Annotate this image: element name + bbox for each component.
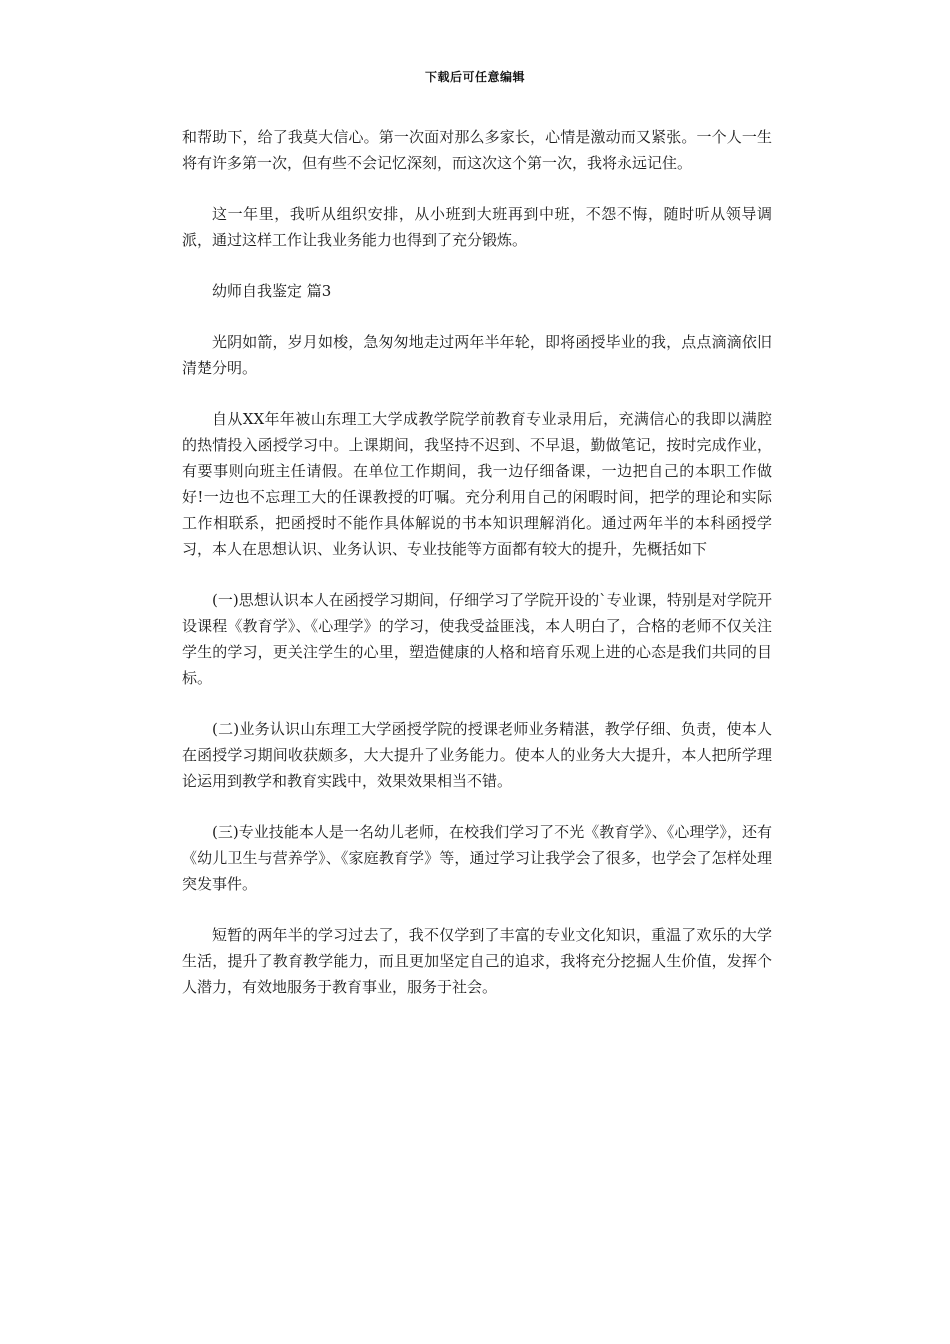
paragraph: (一)思想认识本人在函授学习期间，仔细学习了学院开设的`专业课，特别是对学院开设课程《教育学》、《心理学》的学习，使我受益匪浅，本人明白了，合格的老师不仅关注学生的学习，更关注学生的心里，塑造健康的人格和培育乐观上进的心态是我们共同的目标。 [182,591,772,687]
document-body [182,124,772,1025]
page-header-note: 下载后可任意编辑 [424,70,525,84]
paragraph: (三)专业技能本人是一名幼儿老师，在校我们学习了不光《教育学》、《心理学》，还有《幼儿卫生与营养学》、《家庭教育学》等，通过学习让我学会了很多，也学会了怎样处理突发事件。 [182,823,772,893]
paragraph-continuation: 和帮助下，给了我莫大信心。第一次面对那么多家长，心情是激动而又紧张。一个人一生将有许多第一次，但有些不会记忆深刻，而这次这个第一次，我将永远记住。 [182,128,772,172]
paragraph: 自从XX年年被山东理工大学成教学院学前教育专业录用后，充满信心的我即以满腔的热情投入函授学习中。上课期间，我坚持不迟到、不早退，勤做笔记，按时完成作业，有要事则向班主任请假。在单位工作期间，我一边仔细备课，一边把自己的本职工作做好!一边也不忘理工大的任课教授的叮嘱。充分利用自己的闲暇时间，把学的理论和实际工作相联系，把函授时不能作具体解说的书本知识理解消化。通过两年半的本科函授学习，本人在思想认识、业务认识、专业技能等方面都有较大的提升，先概括如下 [182,410,772,558]
paragraph: (二)业务认识山东理工大学函授学院的授课老师业务精湛，教学仔细、负责，使本人在函授学习期间收获颇多，大大提升了业务能力。使本人的业务大大提升，本人把所学理论运用到教学和教育实践中，效果效果相当不错。 [182,720,772,790]
paragraph: 短暂的两年半的学习过去了，我不仅学到了丰富的专业文化知识，重温了欢乐的大学生活，提升了教育教学能力，而且更加坚定自己的追求，我将充分挖掘人生价值，发挥个人潜力，有效地服务于教育事业，服务于社会。 [182,926,772,996]
section-heading: 幼师自我鉴定 篇3 [212,282,332,300]
paragraph: 这一年里，我听从组织安排，从小班到大班再到中班，不怨不悔，随时听从领导调派，通过这样工作让我业务能力也得到了充分锻炼。 [182,205,772,249]
paragraph: 光阴如箭，岁月如梭，急匆匆地走过两年半年轮，即将函授毕业的我，点点滴滴依旧清楚分明。 [182,333,772,377]
